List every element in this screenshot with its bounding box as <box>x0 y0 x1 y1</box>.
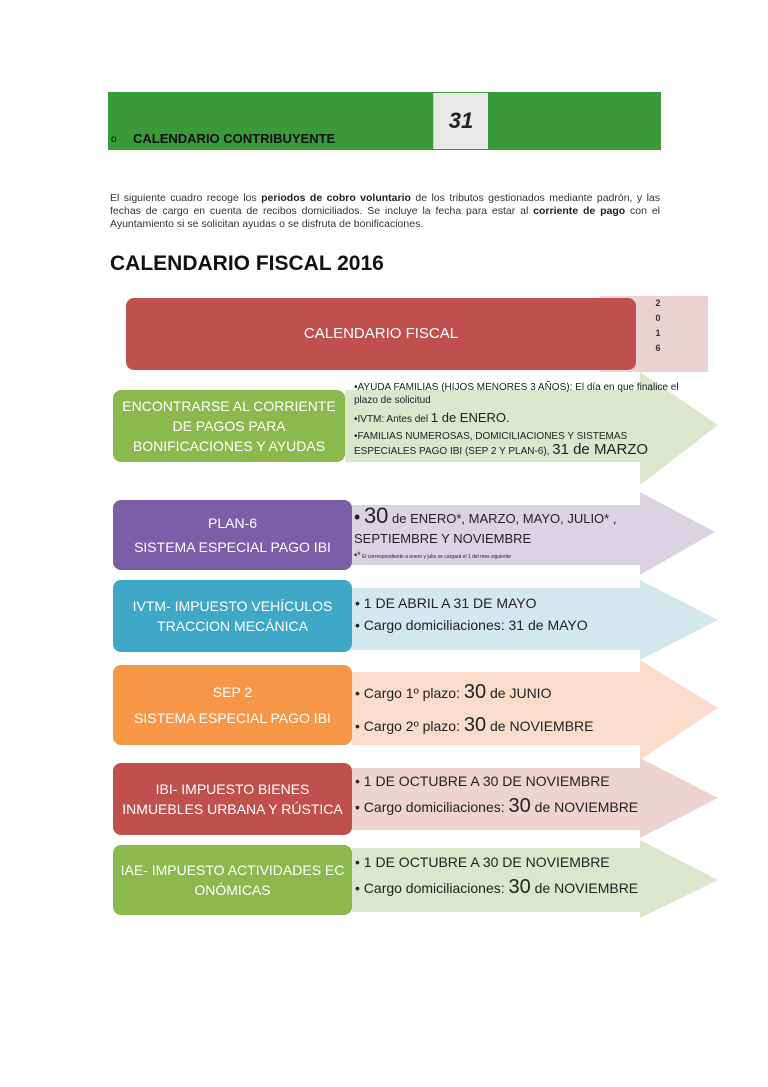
row-label: IAE- IMPUESTO ACTIVIDADES EC ONÓMICAS <box>120 862 345 898</box>
detail-day: 30 <box>463 714 487 736</box>
year-digit: 0 <box>655 313 661 323</box>
year-digit: 2 <box>655 298 661 308</box>
intro-bold: periodos de cobro voluntario <box>261 192 411 204</box>
detail-day: 30 <box>363 503 389 528</box>
banner-title: CALENDARIO CONTRIBUYENTE <box>133 131 336 146</box>
banner-bullet: o <box>111 134 117 145</box>
header-label: CALENDARIO FISCAL <box>303 325 459 342</box>
detail-line: • Cargo 1º plazo: <box>355 685 464 701</box>
detail-line: de ENERO*, MARZO, MAYO, JULIO* , SEPTIEMBRE Y NOVIEMBRE <box>354 511 617 546</box>
bullet: • <box>354 507 361 527</box>
row-details <box>355 676 593 742</box>
detail-line: •IVTM: Antes del <box>354 414 431 425</box>
detail-line: • 1 DE ABRIL A 31 DE MAYO <box>355 595 537 611</box>
row-label: SISTEMA ESPECIAL PAGO IBI <box>134 710 331 726</box>
detail-line: • 1 DE OCTUBRE A 30 DE NOVIEMBRE <box>355 773 610 789</box>
note-mark: •* <box>354 550 361 560</box>
detail-line: •FAMILIAS NUMEROSAS, DOMICILIACIONES Y SISTEMAS ESPECIALES PAGO IBI (SEP 2 Y PLAN-6), <box>354 431 628 457</box>
detail-line: • Cargo 2º plazo: <box>355 718 464 734</box>
detail-date: 1 de ENERO. <box>430 410 510 425</box>
box-plan-6 <box>113 500 352 570</box>
detail-line: • Cargo domiciliaciones: 31 de MAYO <box>355 617 588 633</box>
row-label: IBI- IMPUESTO BIENES INMUEBLES URBANA Y RÚSTICA <box>122 781 343 817</box>
detail-date: 31 de MARZO <box>552 441 649 458</box>
row-label: IVTM- IMPUESTO VEHÍCULOS TRACCION MECÁNICA <box>132 598 333 634</box>
row-details <box>354 381 684 458</box>
intro-text: con el Ayuntamiento si se solicitan ayudas o se disfruta de bonificaciones. <box>110 205 660 230</box>
year-digit: 6 <box>655 343 661 353</box>
row-label: PLAN-6 <box>207 515 258 531</box>
detail-line: • 1 DE OCTUBRE A 30 DE NOVIEMBRE <box>355 854 610 870</box>
detail-line: •AYUDA FAMILIAS (HIJOS MENORES 3 AÑOS): El día en que finalice el plazo de solicitud <box>354 382 679 406</box>
detail-line: de JUNIO <box>486 685 552 701</box>
footnote: El correspondiente a enero y julio se cargará el 1 del mes siguiente <box>362 554 512 560</box>
box-bonificaciones <box>113 390 345 462</box>
box-ivtm <box>113 580 352 652</box>
year-vertical <box>651 296 665 356</box>
row-details <box>355 770 638 821</box>
box-iae <box>113 845 352 915</box>
calendar-icon: 31 <box>433 93 488 149</box>
detail-line: de NOVIEMBRE <box>486 718 594 734</box>
box-ibi <box>113 763 352 835</box>
row-details <box>355 592 588 636</box>
detail-line: • Cargo domiciliaciones: <box>355 799 509 815</box>
detail-line: de NOVIEMBRE <box>530 799 639 815</box>
detail-day: 30 <box>463 681 487 703</box>
row-label: SISTEMA ESPECIAL PAGO IBI <box>134 539 331 555</box>
intro-text: de los tributos gestionados mediante padrón, y las fechas de cargo en cuenta de recibos domiciliados. Se incluye la fecha para estar al <box>110 192 660 217</box>
detail-day: 30 <box>508 795 531 817</box>
page-title: CALENDARIO FISCAL 2016 <box>110 252 384 275</box>
detail-line: de NOVIEMBRE <box>530 880 639 896</box>
year-digit: 1 <box>655 328 661 338</box>
intro-bold: corriente de pago <box>533 205 626 217</box>
row-label: ENCONTRARSE AL CORRIENTE DE PAGOS PARA BONIFICACIONES Y AYUDAS <box>122 398 336 454</box>
detail-day: 30 <box>508 876 531 898</box>
box-sep-2 <box>113 665 352 745</box>
row-label: SEP 2 <box>212 684 253 700</box>
detail-line: • Cargo domiciliaciones: <box>355 880 509 896</box>
header-box <box>126 298 636 370</box>
row-details <box>354 503 664 561</box>
row-details <box>355 851 638 902</box>
intro-text: El siguiente cuadro recoge los <box>110 192 262 204</box>
